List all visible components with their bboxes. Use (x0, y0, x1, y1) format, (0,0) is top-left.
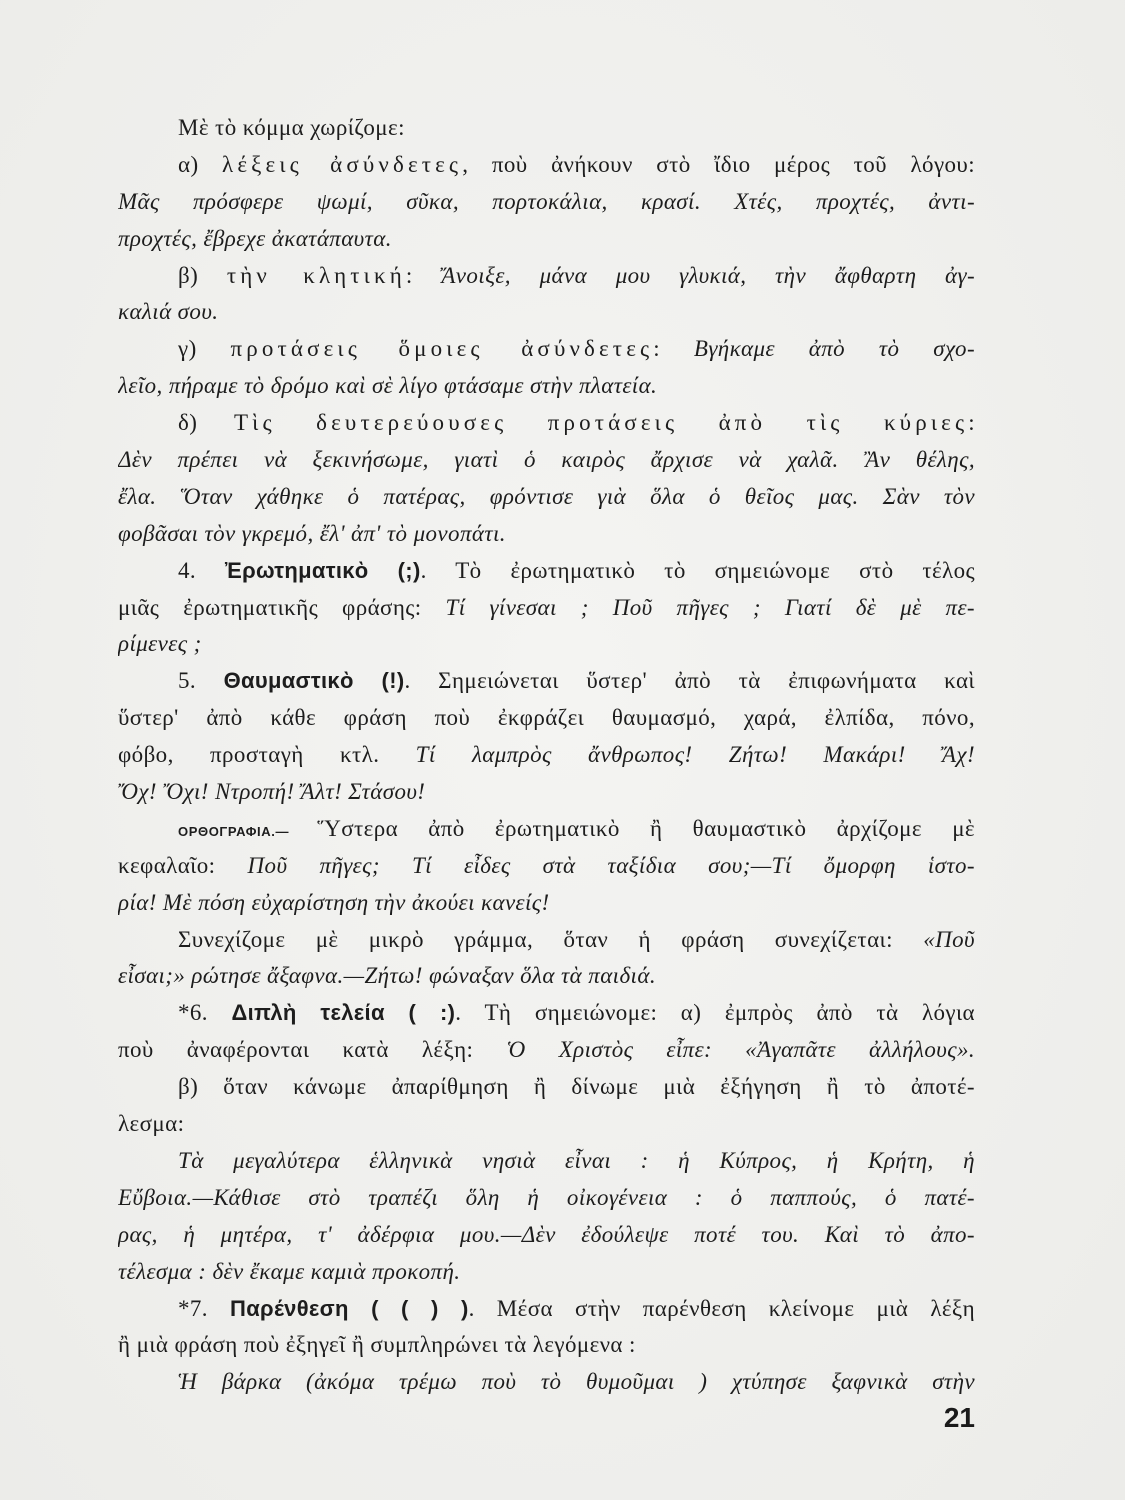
section-number: 5. (178, 668, 224, 694)
text-line (118, 885, 975, 922)
example-text: Βγήκαμε ἀπὸ τὸ σχο- (693, 336, 975, 362)
text-run: Συνεχίζομε μὲ μικρὸ γράμμα, ὅταν ἡ φράση συνεχίζεται: (178, 926, 924, 952)
text-line (118, 1106, 975, 1143)
text-line (118, 147, 975, 184)
text-line (118, 958, 975, 995)
question-mark-section (118, 553, 975, 664)
example-text: Ἡ βάρκα (ἀκόμα τρέμω ποὺ τὸ θυμοῦμαι ) χτύπησε ξαφνικὰ στὴν (178, 1369, 975, 1395)
text-line (118, 1254, 975, 1291)
text-line (118, 590, 975, 627)
text-line (118, 1217, 975, 1254)
text-line (118, 1180, 975, 1217)
text-line (118, 1143, 975, 1180)
text-line (118, 995, 975, 1032)
text-line (118, 516, 975, 553)
text-run: μιᾶς ἐρωτηματικῆς φράσης: (118, 594, 446, 620)
example-text: καλιά σου. (118, 299, 219, 325)
text-run: ἢ μιὰ φράση ποὺ ἐξηγεῖ ἢ συμπληρώνει τὰ λεγόμενα : (118, 1332, 636, 1358)
text-line (118, 811, 975, 848)
text-line (118, 405, 975, 442)
text-run: : (968, 410, 975, 436)
text-run: : (653, 336, 694, 362)
text-line (118, 110, 975, 147)
text-line (118, 848, 975, 885)
text-run: β) ὅταν κάνωμε ἀπαρίθμηση ἢ δίνωμε μιὰ ἐξήγηση ἢ τὸ ἀποτέ- (178, 1074, 975, 1100)
spaced-term: λέξεις ἀσύνδετες (222, 151, 463, 177)
text-line (118, 1069, 975, 1106)
text-line (118, 1364, 975, 1401)
text-line (118, 1291, 975, 1328)
section-heading: Ἐρωτηματικὸ (;) (224, 557, 421, 583)
text-run: . Τὴ σημειώνομε: α) ἐμπρὸς ἀπὸ τὰ λόγια (455, 1000, 975, 1026)
text-run: ὕστερ' ἀπὸ κάθε φράση ποὺ ἐκφράζει θαυμασμό, χαρά, ἐλπίδα, πόνο, (118, 705, 975, 731)
spaced-term: τὴν κλητική (226, 262, 406, 288)
example-text: φοβᾶσαι τὸν γκρεμό, ἔλ' ἀπ' τὸ μονοπάτι. (118, 520, 506, 546)
text-line (118, 221, 975, 258)
example-text: Δὲν πρέπει νὰ ξεκινήσωμε, γιατὶ ὁ καιρὸς ἄρχισε νὰ χαλᾶ. Ἂν θέλης, (118, 447, 975, 473)
example-text: Ποῦ πῆγες; Τί εἶδες στὰ ταξίδια σου;—Τί ὄμορφη ἱστο- (247, 852, 975, 878)
section-heading: Παρένθεση ( ( ) ) (230, 1295, 469, 1321)
text-line (118, 922, 975, 959)
example-text: Ὄχ! Ὄχι! Ντροπή! Ἄλτ! Στάσου! (118, 779, 426, 805)
text-run: , ποὺ ἀνήκουν στὸ ἴδιο μέρος τοῦ λόγου: (462, 151, 975, 177)
text-line (118, 1032, 975, 1069)
example-text: Τί λαμπρὸς ἄνθρωπος! Ζήτω! Μακάρι! Ἄχ! (415, 742, 975, 768)
example-text: τέλεσμα : δὲν ἔκαμε καμιὰ προκοπή. (118, 1258, 461, 1284)
example-text: ρας, ἡ μητέρα, τ' ἀδέρφια μου.—Δὲν ἐδούλεψε ποτέ του. Καὶ τὸ ἀπο- (118, 1221, 975, 1247)
section-number: *7. (178, 1295, 231, 1321)
section-number: 4. (178, 557, 225, 583)
text-line (118, 294, 975, 331)
example-text: Ὁ Χριστὸς εἶπε: «Ἀγαπᾶτε ἀλλήλους». (506, 1037, 975, 1063)
list-marker: α) (178, 151, 223, 177)
example-text: «Ποῦ (923, 926, 975, 952)
example-text: ρίμενες ; (118, 631, 202, 657)
text-run: ποὺ ἀναφέρονται κατὰ λέξη: (118, 1037, 507, 1063)
text-line (118, 331, 975, 368)
text-line (118, 737, 975, 774)
section-heading: Διπλὴ τελεία ( :) (231, 1000, 456, 1026)
orthography-label: ΟΡΘΟΓΡΑΦΙΑ.— (178, 823, 318, 839)
text-line (118, 626, 975, 663)
text-line (118, 479, 975, 516)
example-text: Τί γίνεσαι ; Ποῦ πῆγες ; Γιατί δὲ μὲ πε- (445, 594, 975, 620)
spaced-term: Τὶς δευτερεύουσες προτάσεις ἀπὸ τὶς κύριες (233, 410, 969, 436)
example-text: λεῖο, πήραμε τὸ δρόμο καὶ σὲ λίγο φτάσαμε στὴν πλατεία. (118, 373, 658, 399)
text-run: κεφαλαῖο: (118, 852, 248, 878)
text-run: φόβο, προσταγὴ κτλ. (118, 742, 416, 768)
page-number: 21 (943, 1402, 975, 1433)
section-heading: Θαυμαστικὸ (!) (223, 668, 405, 694)
text-column (118, 110, 975, 1401)
text-line (118, 553, 975, 590)
colon-section (118, 995, 975, 1290)
text-line (118, 700, 975, 737)
spaced-term: προτάσεις ὅμοιες ἀσύνδετες (230, 336, 654, 362)
list-marker: δ) (178, 410, 234, 436)
text-line (118, 258, 975, 295)
parenthesis-section (118, 1291, 975, 1402)
example-text: εἶσαι;» ρώτησε ἄξαφνα.—Ζήτω! φώναξαν ὅλα τὰ παιδιά. (118, 963, 656, 989)
text-run: . Μέσα στὴν παρένθεση κλείνομε μιὰ λέξη (468, 1295, 975, 1321)
example-text: ρία! Μὲ πόση εὐχαρίστηση τὴν ἀκούει κανείς! (118, 889, 550, 915)
text-run: λεσμα: (118, 1111, 185, 1137)
text-line (118, 184, 975, 221)
text-line (118, 368, 975, 405)
list-marker: γ) (178, 336, 231, 362)
text-run: . Τὸ ἐρωτηματικὸ τὸ σημειώνομε στὸ τέλος (420, 557, 975, 583)
example-text: Τὰ μεγαλύτερα ἑλληνικὰ νησιὰ εἶναι : ἡ Κύπρος, ἡ Κρήτη, ἡ (178, 1147, 975, 1173)
text-line (118, 1327, 975, 1364)
example-text: Μᾶς πρόσφερε ψωμί, σῦκα, πορτοκάλια, κρασί. Χτές, προχτές, ἀντι- (118, 188, 975, 214)
list-marker: β) (178, 262, 227, 288)
text-run: . Σημειώνεται ὕστερ' ἀπὸ τὰ ἐπιφωνήματα καὶ (404, 668, 975, 694)
example-text: Εὔβοια.—Κάθισε στὸ τραπέζι ὅλη ἡ οἰκογένεια : ὁ παππούς, ὁ πατέ- (118, 1184, 975, 1210)
orthography-note (118, 811, 975, 995)
text-line (118, 774, 975, 811)
text-line (118, 442, 975, 479)
comma-section (118, 110, 975, 553)
text-run: Μὲ τὸ κόμμα χωρίζομε: (178, 115, 405, 140)
text-run: : (405, 262, 442, 288)
text-line (118, 663, 975, 700)
exclamation-mark-section (118, 663, 975, 811)
example-text: Ἄνοιξε, μάνα μου γλυκιά, τὴν ἄφθαρτη ἀγ- (441, 262, 975, 288)
example-text: προχτές, ἔβρεχε ἀκατάπαυτα. (118, 225, 392, 251)
text-run: Ὕστερα ἀπὸ ἐρωτηματικὸ ἢ θαυμαστικὸ ἀρχίζομε μὲ (317, 815, 975, 841)
section-number: *6. (178, 1000, 232, 1026)
example-text: ἔλα. Ὅταν χάθηκε ὁ πατέρας, φρόντισε γιὰ ὅλα ὁ θεῖος μας. Σὰν τὸν (118, 483, 975, 509)
